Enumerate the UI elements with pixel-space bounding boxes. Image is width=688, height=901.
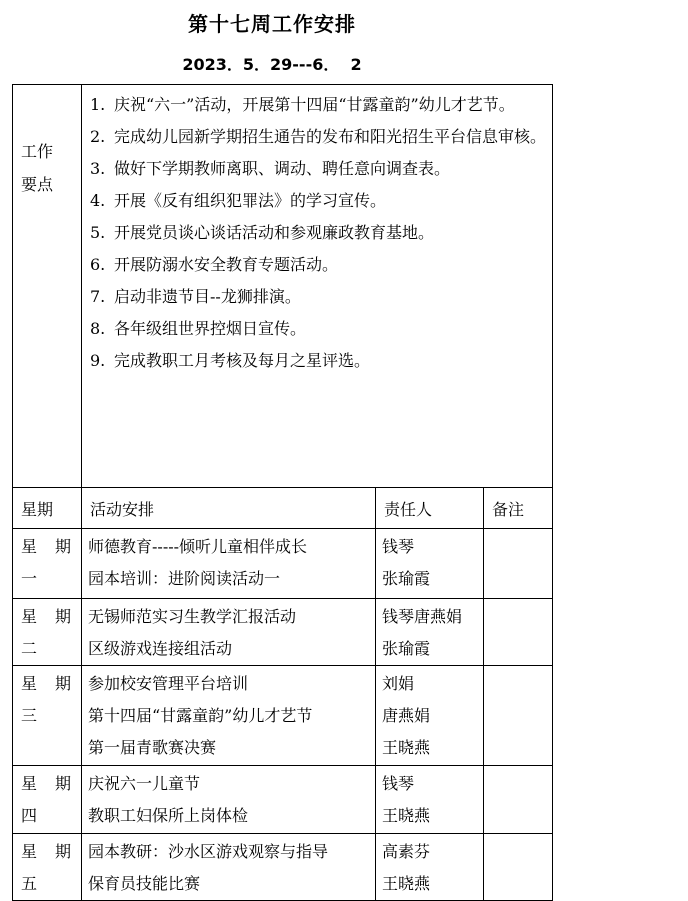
header-activity: 活动安排	[82, 488, 376, 529]
date-range: 2023．5．29---6． 2	[182, 55, 362, 74]
header-notes: 备注	[484, 488, 553, 529]
activity-cell: 参加校安管理平台培训 第十四届“甘露童韵”幼儿才艺节 第一届青歌赛决赛	[82, 666, 376, 766]
activity-cell: 无锡师范实习生教学汇报活动 区级游戏连接组活动	[82, 599, 376, 666]
work-point-item: 8. 各年级组世界控烟日宣传。	[90, 319, 307, 338]
table-row	[13, 529, 553, 599]
notes-cell	[484, 599, 553, 666]
work-points-row	[13, 85, 553, 488]
activity-cell: 园本教研：沙水区游戏观察与指导 保育员技能比赛	[82, 834, 376, 901]
table-row	[13, 766, 553, 834]
work-point-item: 1. 庆祝“六一”活动，开展第十四届“甘露童韵”幼儿才艺节。	[90, 95, 515, 114]
notes-cell	[484, 766, 553, 834]
table-header-row	[13, 488, 553, 529]
notes-cell	[484, 666, 553, 766]
person-cell: 钱琴 王晓燕	[376, 766, 484, 834]
work-point-item: 9. 完成教职工月考核及每月之星评选。	[90, 351, 371, 370]
day-cell: 星 期 三	[13, 666, 82, 766]
work-point-item: 3. 做好下学期教师离职、调动、聘任意向调查表。	[90, 159, 451, 178]
table-row	[13, 666, 553, 766]
table-row	[13, 599, 553, 666]
person-cell: 刘娟 唐燕娟 王晓燕	[376, 666, 484, 766]
notes-cell	[484, 529, 553, 599]
header-person: 责任人	[376, 488, 484, 529]
activity-cell: 庆祝六一儿童节 教职工妇保所上岗体检	[82, 766, 376, 834]
page-title: 第十七周工作安排	[188, 12, 356, 36]
work-point-item: 2. 完成幼儿园新学期招生通告的发布和阳光招生平台信息审核。	[90, 127, 547, 146]
day-cell: 星 期 四	[13, 766, 82, 834]
work-point-item: 4. 开展《反有组织犯罪法》的学习宣传。	[90, 191, 387, 210]
work-points-list	[82, 85, 553, 488]
person-cell: 高素芬 王晓燕	[376, 834, 484, 901]
work-point-item: 7. 启动非遗节目--龙狮排演。	[90, 287, 301, 306]
day-cell: 星 期 五	[13, 834, 82, 901]
activity-cell: 师德教育-----倾听儿童相伴成长 园本培训：进阶阅读活动一	[82, 529, 376, 599]
table-row	[13, 834, 553, 901]
person-cell: 钱琴唐燕娟 张瑜霞	[376, 599, 484, 666]
work-point-item: 6. 开展防溺水安全教育专题活动。	[90, 255, 339, 274]
schedule-table	[12, 84, 553, 901]
day-cell: 星 期 二	[13, 599, 82, 666]
work-point-item: 5. 开展党员谈心谈话活动和参观廉政教育基地。	[90, 223, 435, 242]
day-cell: 星 期 一	[13, 529, 82, 599]
header-day: 星期	[13, 488, 82, 529]
work-points-label: 工作 要点	[13, 85, 82, 488]
person-cell: 钱琴 张瑜霞	[376, 529, 484, 599]
notes-cell	[484, 834, 553, 901]
